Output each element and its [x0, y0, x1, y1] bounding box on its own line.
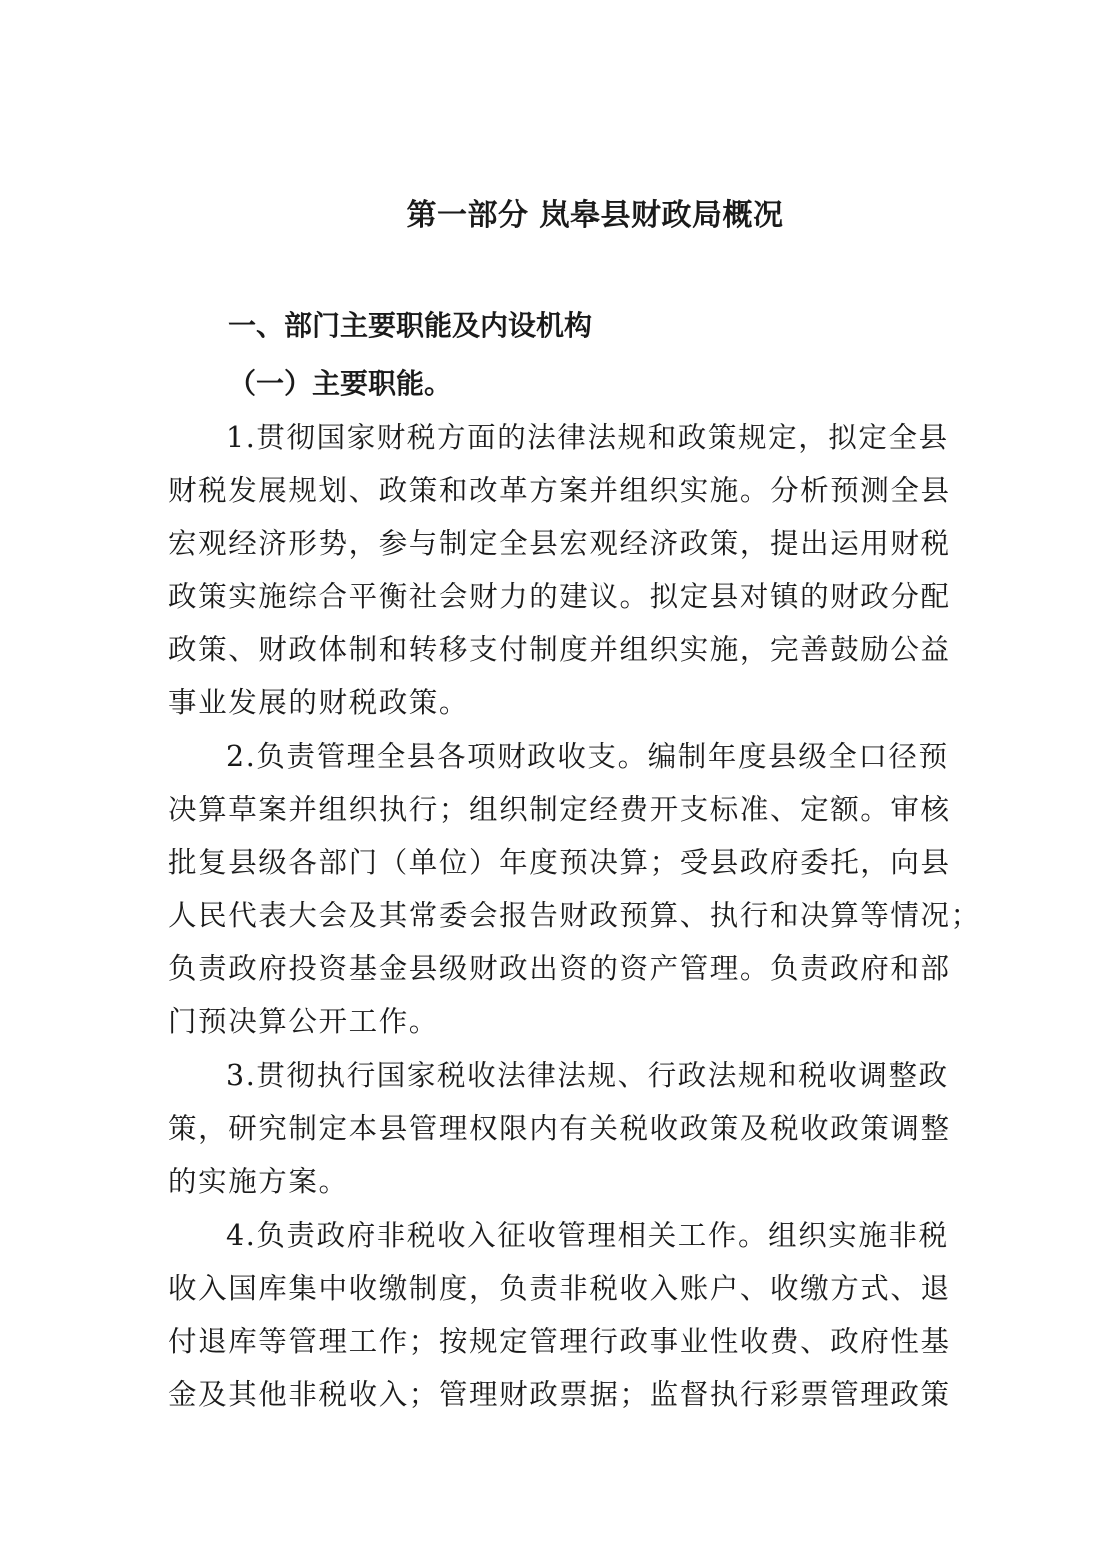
paragraph-line: 金及其他非税收入；管理财政票据；监督执行彩票管理政策 — [168, 1378, 951, 1411]
document-title: 第一部分 岚皋县财政局概况 — [406, 198, 784, 233]
paragraph-line: 宏观经济形势，参与制定全县宏观经济政策，提出运用财税 — [168, 527, 951, 560]
paragraph-line: 决算草案并组织执行；组织制定经费开支标准、定额。审核 — [168, 793, 951, 826]
paragraph-line: 策，研究制定本县管理权限内有关税收政策及税收政策调整 — [168, 1112, 951, 1145]
paragraph-line: 门预决算公开工作。 — [168, 1005, 439, 1038]
paragraph-line: 1.贯彻国家财税方面的法律法规和政策规定，拟定全县 — [226, 421, 949, 454]
paragraph-line: 批复县级各部门（单位）年度预决算；受县政府委托，向县 — [168, 846, 951, 879]
paragraph-line: 事业发展的财税政策。 — [168, 686, 470, 719]
paragraph-line: 政策、财政体制和转移支付制度并组织实施，完善鼓励公益 — [168, 633, 951, 666]
section-heading: 一、部门主要职能及内设机构 — [228, 309, 593, 342]
paragraph-line: 的实施方案。 — [168, 1165, 349, 1198]
subsection-heading: （一）主要职能。 — [228, 367, 453, 400]
paragraph-line: 4.负责政府非税收入征收管理相关工作。组织实施非税 — [226, 1219, 949, 1252]
paragraph-line: 人民代表大会及其常委会报告财政预算、执行和决算等情况； — [168, 899, 981, 932]
paragraph-line: 3.贯彻执行国家税收法律法规、行政法规和税收调整政 — [226, 1059, 949, 1092]
paragraph-line: 收入国库集中收缴制度，负责非税收入账户、收缴方式、退 — [168, 1272, 951, 1305]
paragraph-line: 2.负责管理全县各项财政收支。编制年度县级全口径预 — [226, 740, 949, 773]
paragraph-line: 政策实施综合平衡社会财力的建议。拟定县对镇的财政分配 — [168, 580, 951, 613]
paragraph-line: 负责政府投资基金县级财政出资的资产管理。负责政府和部 — [168, 952, 951, 985]
paragraph-line: 付退库等管理工作；按规定管理行政事业性收费、政府性基 — [168, 1325, 951, 1358]
paragraph-line: 财税发展规划、政策和改革方案并组织实施。分析预测全县 — [168, 474, 951, 507]
